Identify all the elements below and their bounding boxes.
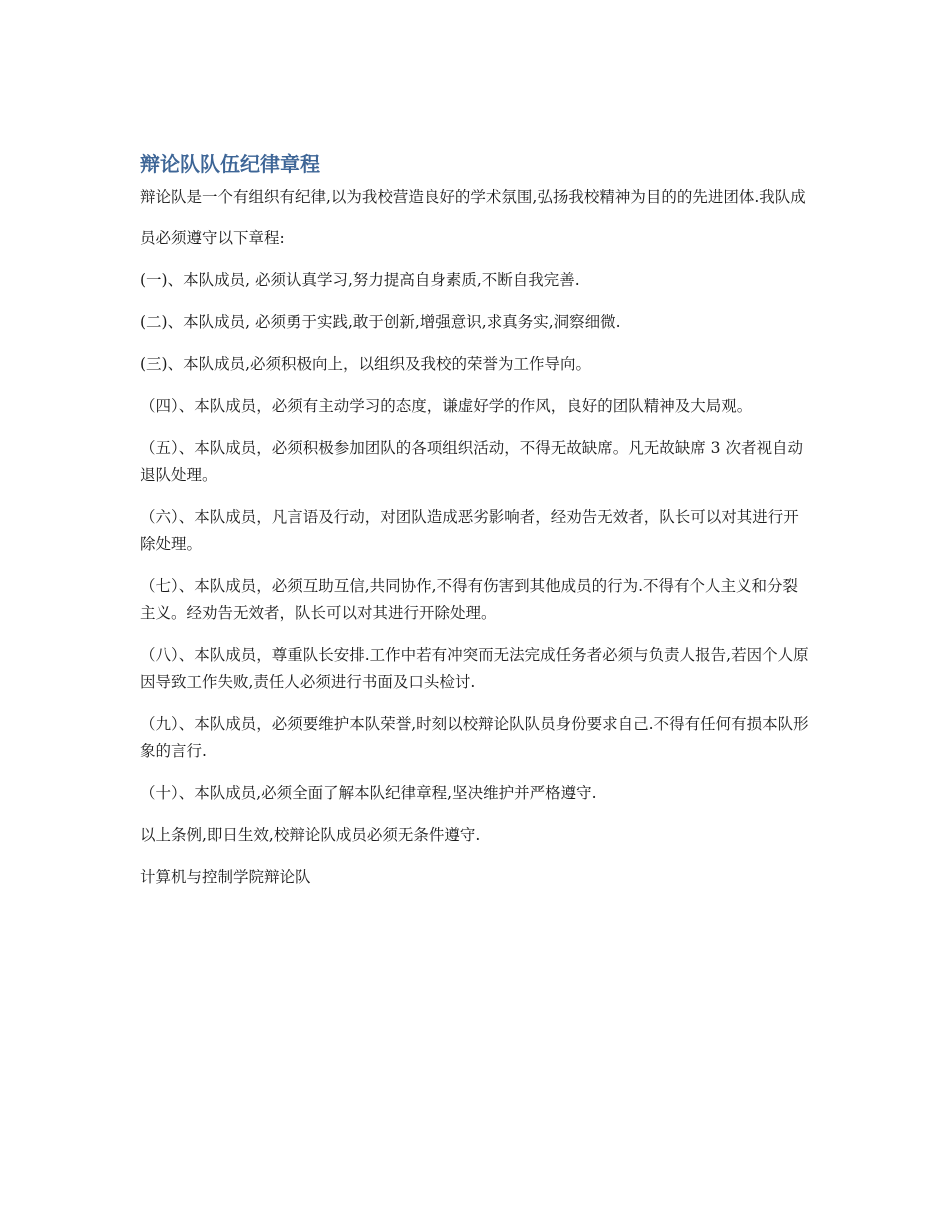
article-6: （六）、本队成员，凡言语及行动，对团队造成恶劣影响者，经劝告无效者，队长可以对其进行开除处理。 (140, 508, 799, 553)
article-4: （四）、本队成员，必须有主动学习的态度，谦虚好学的作风，良好的团队精神及大局观。 (140, 397, 753, 415)
article-7: （七）、本队成员，必须互助互信,共同协作,不得有伤害到其他成员的行为.不得有个人主义和分裂主义。经劝告无效者，队长可以对其进行开除处理。 (140, 577, 799, 622)
intro-paragraph: 辩论队是一个有组织有纪律,以为我校营造良好的学术氛围,弘扬我校精神为目的的先进团体.我队成 (140, 188, 806, 206)
document-title: 辩论队队伍纪律章程 (140, 152, 320, 176)
document-page (140, 148, 812, 906)
article-1: (一)、本队成员, 必须认真学习,努力提高自身素质,不断自我完善. (140, 271, 580, 289)
article-8: （八）、本队成员，尊重队长安排.工作中若有冲突而无法完成任务者必须与负责人报告,若因个人原因导致工作失败,责任人必须进行书面及口头检讨. (140, 646, 809, 691)
article-2: (二)、本队成员, 必须勇于实践,敢于创新,增强意识,求真务实,洞察细微. (140, 313, 621, 331)
closing-statement: 以上条例,即日生效,校辩论队成员必须无条件遵守. (140, 826, 481, 844)
article-3: (三)、本队成员,必须积极向上，以组织及我校的荣誉为工作导向。 (140, 355, 592, 373)
article-10: （十）、本队成员,必须全面了解本队纪律章程,坚决维护并严格遵守. (140, 784, 597, 802)
article-5: （五）、本队成员，必须积极参加团队的各项组织活动，不得无故缺席。凡无故缺席 3 次者视自动退队处理。 (140, 439, 803, 484)
intro-continuation: 员必须遵守以下章程: (140, 229, 285, 247)
article-9: （九）、本队成员，必须要维护本队荣誉,时刻以校辩论队队员身份要求自己.不得有任何有损本队形象的言行. (140, 715, 809, 760)
signature: 计算机与控制学院辩论队 (140, 868, 311, 886)
